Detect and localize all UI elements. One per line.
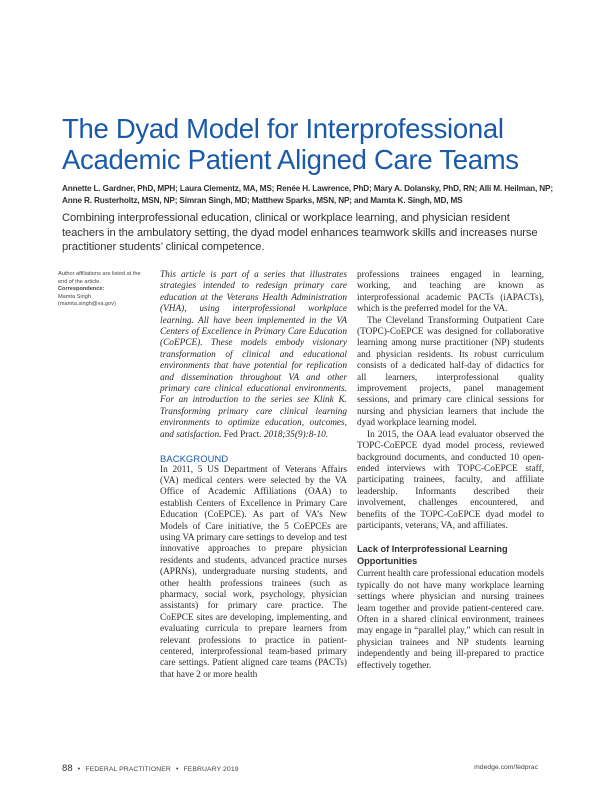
issue-date: FEBRUARY 2019 xyxy=(183,766,239,773)
body-column-2-visible xyxy=(357,270,544,672)
series-citation-ref: 2018;35(9):8-10. xyxy=(263,429,329,440)
separator-dot: • xyxy=(175,766,179,773)
series-citation-journal: Fed Pract. xyxy=(221,429,264,440)
paragraph-lack: Current health care professional education models typically do not have many workplace learning settings where physician and nursing trainees learn together and provide patient-centered care. Often in a shared clinical environment, trainees may engage in “parallel play,” which can result in physician trainees and NP students learning independently and being ill-prepared to practice effectively together. xyxy=(357,569,544,671)
article-dek: Combining interprofessional education, clinical or workplace learning, and physician resident teachers in the ambulatory setting, the dyad model enhances teamwork skills and increases nurse practitioner students’ clinical competence. xyxy=(62,212,538,253)
article-title: The Dyad Model for Interprofessional Academic Patient Aligned Care Teams xyxy=(62,113,519,175)
section-heading-background: BACKGROUND xyxy=(160,453,229,465)
paragraph-continuation: professions trainees engaged in learning, working, and teaching are known as interprofessional academic PACTs (iAPACTs), which is the preferred model for the VA. xyxy=(357,270,544,315)
paragraph-topc: The Cleveland Transforming Outpatient Care (TOPC)-CoEPCE was designed for collaborative learning among nurse practitioner (NP) students and physician residents. Its robust curriculum consists of a dedicated half-day of didactics for all learners, interprofessional quality improvement projects, panel management sessions, and primary care clinical sessions for nursing and physician learners that include the dyad workplace learning model. xyxy=(357,315,544,429)
journal-name: FEDERAL PRACTITIONER xyxy=(85,766,171,773)
correspondence-contact: Mamta Singh (mamta.singh@va.gov) xyxy=(58,293,116,308)
paragraph-background: In 2011, 5 US Department of Veterans Affairs (VA) medical centers were selected by the VA Office of Academic Affiliations (OAA) to establish Centers of Excellence in Primary Care Education (CoEPCE). As part of VA’s New Models of Care initiative, the 5 CoEPCEs are using VA primary care settings to develop and test innovative approaches to prepare physician residents and students, advanced practice nurses (APRNs), undergraduate nursing students, and other health professions trainees (such as pharmacy, social work, psychology, physician assistants) for primary care practice. The CoEPCE sites are developing, implementing, and evaluating curricula to prepare learners from relevant professions to practice in patient-centered, interprofessional team-based primary care settings. Patient aligned care teams (PACTs) that have 2 or more health xyxy=(160,464,347,680)
series-intro-text: This article is part of a series that illustrates strategies intended to redesign primary care education at the Veterans Health Administration (VHA), using interprofessional workplace learning. All have been implemented in the VA Centers of Excellence in Primary Care Education (CoEPCE). These models embody visionary transformation of clinical and educational environments that have potential for replication and dissemination throughout VA and other primary care clinical educational environments. For an introduction to the series see Klink K. Transforming primary care clinical learning environments to optimize education, outcomes, and satisfaction. xyxy=(160,270,347,440)
footer-website[interactable]: mdedge.com/fedprac xyxy=(474,764,538,771)
author-list: Annette L. Gardner, PhD, MPH; Laura Clementz, MA, MS; Renée H. Lawrence, PhD; Mary A. Dolansky, PhD, RN; Alli M. Heilman, NP; Anne R. Rusterholtz, MSN, NP; Simran Singh, MD; Matthew Sparks, MSN, NP; and Mamta K. Singh, MD, MS xyxy=(62,184,553,205)
page-number: 88 xyxy=(62,763,73,774)
sidenote xyxy=(58,271,150,309)
series-intro xyxy=(160,270,347,441)
section-heading-lack: Lack of Interprofessional Learning Opportunities xyxy=(357,544,508,567)
affiliation-note: Author affiliations are listed at the end of the article. xyxy=(58,271,141,285)
paragraph-evaluation: In 2015, the OAA lead evaluator observed the TOPC-CoEPCE dyad model process, reviewed background documents, and conducted 10 open-ended interviews with TOPC-CoEPCE staff, participating trainees, faculty, and affiliate leadership. Informants described their involvement, challenges encountered, and benefits of the TOPC-CoEPCE dyad model to participants, veterans, VA, and affiliates. xyxy=(357,429,544,531)
separator-dot: • xyxy=(77,766,81,773)
correspondence-label: Correspondence: xyxy=(58,286,105,293)
body-column-1 xyxy=(160,270,347,681)
footer-folio xyxy=(62,763,239,774)
